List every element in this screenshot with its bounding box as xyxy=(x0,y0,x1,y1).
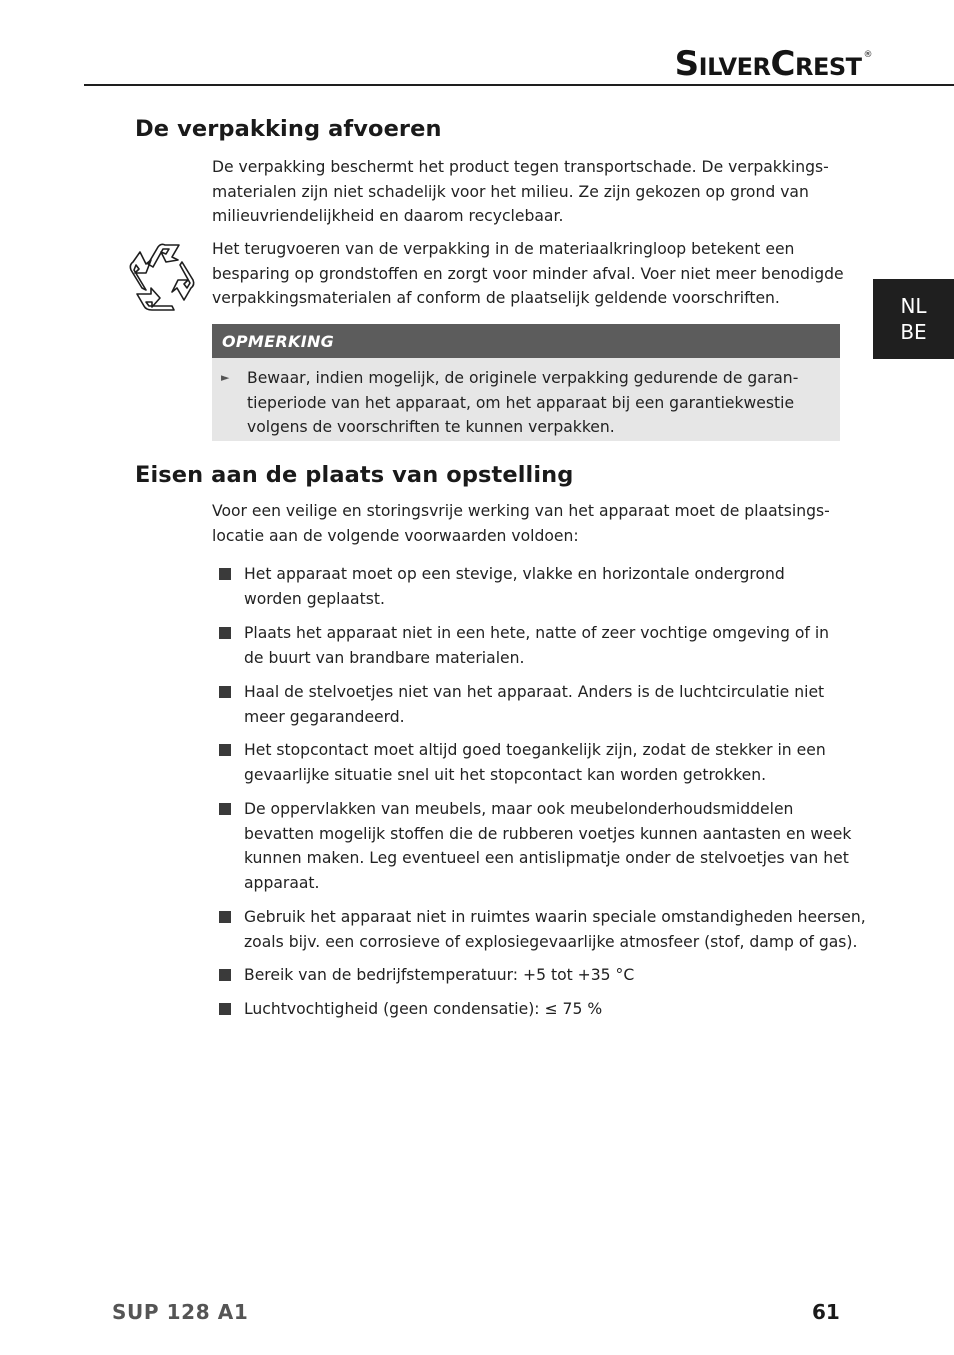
square-bullet-icon xyxy=(219,911,231,923)
section-title-placement: Eisen aan de plaats van opstelling xyxy=(135,462,574,488)
text-line: Plaats het apparaat niet in een hete, natte of zeer vochtige omgeving of in xyxy=(244,624,830,642)
registered-mark: ® xyxy=(863,50,872,60)
packaging-paragraph-2 xyxy=(212,237,852,311)
square-bullet-icon xyxy=(219,803,231,815)
brand-logo xyxy=(675,44,872,84)
text-line: De oppervlakken van meubels, maar ook meubelonderhoudsmiddelen xyxy=(244,800,794,818)
text-line: gevaarlijke situatie snel uit het stopcontact kan worden getrokken. xyxy=(244,765,767,784)
text-line: verpakkingsmaterialen af conform de plaatselijk geldende voorschriften. xyxy=(212,289,780,308)
text-line: Bewaar, indien mogelijk, de originele verpakking gedurende de garan- xyxy=(247,369,799,387)
text-line: tieperiode van het apparaat, om het apparaat bij een garantiekwestie xyxy=(247,393,795,412)
text-line: besparing op grondstoffen en zorgt voor minder afval. Voer niet meer benodigde xyxy=(212,264,844,283)
header-rule xyxy=(84,84,954,86)
text-line: materialen zijn niet schadelijk voor het milieu. Ze zijn gekozen op grond van xyxy=(212,182,809,201)
section-title-packaging: De verpakking afvoeren xyxy=(135,116,442,142)
text-line: zoals bijv. een corrosieve of explosiegevaarlijke atmosfeer (stof, damp of gas). xyxy=(244,932,858,951)
footer-model-number: SUP 128 A1 xyxy=(112,1300,249,1324)
language-tab-be: BE xyxy=(900,320,927,344)
text-line: meer gegarandeerd. xyxy=(244,707,405,726)
text-line: volgens de voorschriften te kunnen verpakken. xyxy=(247,418,615,437)
square-bullet-icon xyxy=(219,744,231,756)
text-line: Luchtvochtigheid (geen condensatie): ≤ 75 % xyxy=(244,1000,603,1018)
text-line: worden geplaatst. xyxy=(244,589,385,608)
placement-intro xyxy=(212,499,852,548)
footer-page-number: 61 xyxy=(812,1300,840,1324)
square-bullet-icon xyxy=(219,969,231,981)
text-line: Het terugvoeren van de verpakking in de materiaalkringloop betekent een xyxy=(212,240,795,258)
text-line: de buurt van brandbare materialen. xyxy=(244,648,525,667)
text-line: apparaat. xyxy=(244,873,320,892)
text-line: De verpakking beschermt het product tegen transportschade. De verpakkings- xyxy=(212,158,829,176)
language-tab xyxy=(873,279,954,359)
packaging-paragraph-1 xyxy=(212,155,852,229)
text-line: milieuvriendelijkheid en daarom recyclebaar. xyxy=(212,207,564,226)
text-line: Het apparaat moet op een stevige, vlakke en horizontale ondergrond xyxy=(244,565,785,583)
square-bullet-icon xyxy=(219,1003,231,1015)
note-text xyxy=(247,366,798,440)
note-box xyxy=(212,324,840,441)
note-heading: OPMERKING xyxy=(212,324,840,358)
text-line: locatie aan de volgende voorwaarden voldoen: xyxy=(212,526,579,545)
language-tab-nl: NL xyxy=(900,294,927,318)
text-line: kunnen maken. Leg eventueel een antislipmatje onder de stelvoetjes van het xyxy=(244,849,849,868)
brand-name: SilverCrest xyxy=(674,44,862,84)
square-bullet-icon xyxy=(219,627,231,639)
text-line: Gebruik het apparaat niet in ruimtes waarin speciale omstandigheden heersen, xyxy=(244,908,866,926)
text-line: Voor een veilige en storingsvrije werking van het apparaat moet de plaatsings- xyxy=(212,502,830,520)
square-bullet-icon xyxy=(219,568,231,580)
square-bullet-icon xyxy=(219,686,231,698)
recycle-icon xyxy=(122,240,204,318)
text-line: bevatten mogelijk stoffen die de rubberen voetjes kunnen aantasten en week xyxy=(244,824,852,843)
text-line: Haal de stelvoetjes niet van het apparaat. Anders is de luchtcirculatie niet xyxy=(244,683,825,701)
triangle-right-icon: ► xyxy=(221,371,230,384)
text-line: Bereik van de bedrijfstemperatuur: +5 tot +35 °C xyxy=(244,966,635,984)
text-line: Het stopcontact moet altijd goed toegankelijk zijn, zodat de stekker in een xyxy=(244,741,826,759)
